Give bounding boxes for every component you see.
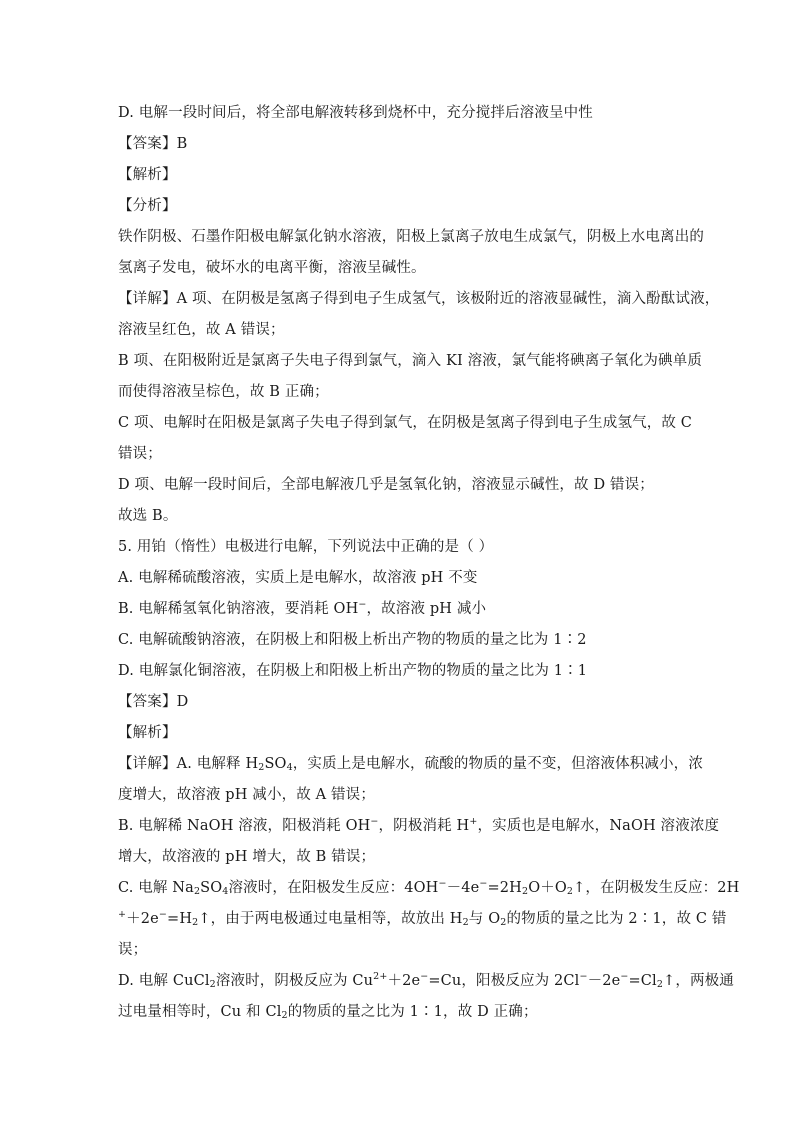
answer-label: 【答案】D: [118, 694, 189, 710]
detail-line-c-end: 误；: [118, 942, 148, 958]
detail-line-a-cont: 度增大，故溶液 pH 减小，故 A 错误；: [118, 787, 375, 803]
analysis-text-line: 铁作阴极、石墨作阳极电解氯化钠水溶液，阳极上氯离子放电生成氯气，阴极上水电离出的: [118, 229, 704, 245]
analysis-label: 【解析】: [118, 167, 177, 183]
detail-text-line: 溶液呈红色，故 A 错误；: [118, 322, 285, 338]
detail-line-b-cont: 增大，故溶液的 pH 增大，故 B 错误；: [118, 849, 376, 865]
analysis-text-line: 氢离子发电，破坏水的电离平衡，溶液呈碱性。: [118, 260, 426, 276]
detail-text-line: 而使得溶液呈棕色，故 B 正确；: [118, 384, 329, 400]
analysis-label: 【解析】: [118, 725, 177, 741]
detail-text-line: 【详解】A 项、在阴极是氢离子得到电子生成氢气，该极附近的溶液显碱性，滴入酚酞试液，: [118, 291, 720, 307]
detail-line-c: C. 电解 $Na_2SO_4$溶液时，在阳极发生反应：$4OH^--4e^-=2H_2O+O_2↑$，在阴极发生反应：2H: [118, 878, 740, 897]
detail-text-line: C 项、电解时在阳极是氯离子失电子得到氯气，在阴极是氢离子得到电子生成氢气，故 C: [118, 415, 693, 431]
detail-line-a: 【详解】A. 电解释 $H_2SO_4$，实质上是电解水，硫酸的物质的量不变，但溶液体积减小，浓: [118, 756, 703, 773]
detail-text-line: B 项、在阳极附近是氯离子失电子得到氯气，滴入 KI 溶液，氯气能将碘离子氧化为碘单质: [118, 353, 702, 369]
detail-line-b: B. 电解稀 NaOH 溶液，阳极消耗 OH−，阴极消耗 H+，实质也是电解水，NaOH 溶液浓度: [118, 816, 720, 834]
detail-line-c-cont: $^++2e^-=H_2↑$，由于两电极通过电量相等，故放出 $H_2$与 $O_2$的物质的量之比为 2∶1，故 C 错: [118, 909, 727, 928]
question-5-option-b: B. 电解稀氢氧化钠溶液，要消耗 OH−，故溶液 pH 减小: [118, 599, 487, 617]
document-page: [118, 98, 740, 1028]
detail-text-line: 错误；: [118, 446, 162, 462]
question-5-option-a: A. 电解稀硫酸溶液，实质上是电解水，故溶液 pH 不变: [118, 570, 478, 586]
question-5-option-c: C. 电解硫酸钠溶液，在阴极上和阳极上析出产物的物质的量之比为 1∶2: [118, 632, 587, 648]
question-5-option-d: D. 电解氯化铜溶液，在阴极上和阳极上析出产物的物质的量之比为 1∶1: [118, 663, 588, 679]
detail-text-line: D 项、电解一段时间后，全部电解液几乎是氢氧化钠，溶液显示碱性，故 D 错误；: [118, 477, 654, 493]
analysis-sub-label: 【分析】: [118, 198, 177, 214]
question-5-stem: 5. 用铂（惰性）电极进行电解，下列说法中正确的是（ ）: [118, 539, 494, 555]
answer-label: 【答案】B: [118, 136, 188, 152]
detail-line-d-cont: 过电量相等时，Cu 和 $Cl_2$的物质的量之比为 1∶1，故 D 正确；: [118, 1004, 538, 1021]
conclusion-line: 故选 B。: [118, 508, 178, 524]
detail-line-d: D. 电解 CuCl$_2$溶液时，阴极反应为 $Cu^{2+}+2e^-=Cu$，阳极反应为 $2Cl^--2e^-=Cl_2↑$，两极通: [118, 971, 734, 990]
option-d-previous: D. 电解一段时间后，将全部电解液转移到烧杯中，充分搅拌后溶液呈中性: [118, 105, 593, 121]
